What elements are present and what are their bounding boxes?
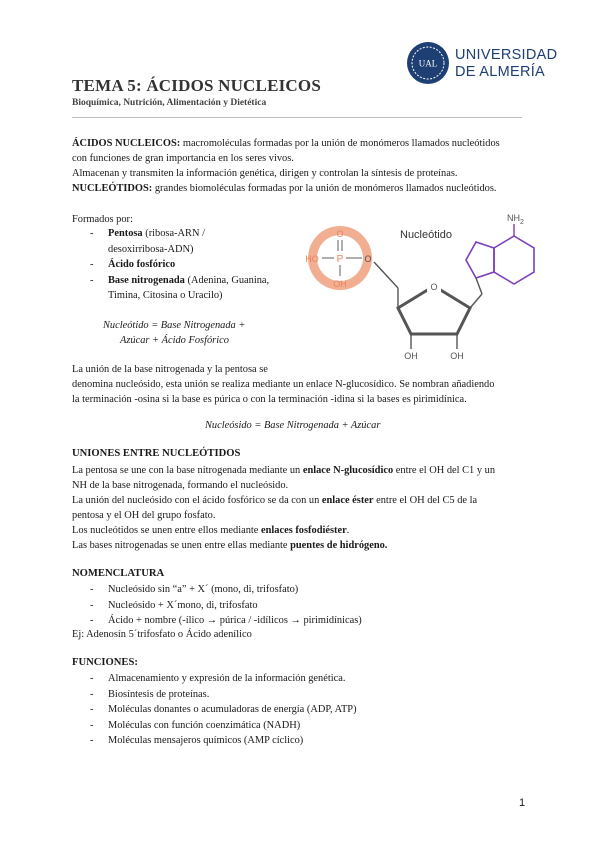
oh-c2-label: OH <box>450 351 464 361</box>
base-text: (Adenina, Guanina, <box>184 274 270 286</box>
nucleotidos-label: NUCLEÓTIDOS: <box>72 183 153 194</box>
logo-line2: DE ALMERÍA <box>455 64 546 80</box>
formados-heading: Formados por: <box>72 214 133 225</box>
ho-label: HO <box>305 254 319 264</box>
oh-c3-label: OH <box>404 351 418 361</box>
acidos-label: ÁCIDOS NUCLEICOS: <box>72 138 181 149</box>
formados-list <box>90 226 300 304</box>
nucleosido-line2: denomina nucleósido, esta unión se realiza mediante un enlace N-glucosídico. Se nombran añadiendo <box>72 379 495 390</box>
list-item: - Moléculas donantes o acumuladoras de energía (ADP, ATP) <box>90 702 357 718</box>
page-number: 1 <box>519 797 526 809</box>
nh2-label: $NH_2$ <box>507 213 524 226</box>
list-item <box>90 226 300 242</box>
oxygen-bridge-label: O <box>364 254 372 264</box>
list-item: - Almacenamiento y expresión de la información genética. <box>90 671 357 687</box>
intro-line4 <box>72 181 497 196</box>
nucleosido-formula: Nucleósido = Base Nitrogenada + Azúcar <box>205 420 381 431</box>
uniones-line3 <box>72 493 477 508</box>
nucleotide-diagram <box>302 204 538 366</box>
pentosa-text: (ribosa-ARN / <box>142 228 205 239</box>
uniones-l3a: La unión del nucleósido con el ácido fosfórico se da con un <box>72 495 322 506</box>
sugar-ring <box>374 262 482 361</box>
list-item <box>90 257 300 273</box>
uniones-l1c: entre el OH del C1 y un <box>393 465 496 476</box>
uniones-l5a: Los nucleótidos se unen entre ellos mediante <box>72 525 261 536</box>
funciones-heading: FUNCIONES: <box>72 657 138 668</box>
nomenclatura-list <box>90 582 362 629</box>
diagram-label: Nucleótido <box>400 229 452 241</box>
nucleotido-formula-line1: Nucleótido = Base Nitrogenada + <box>103 320 246 331</box>
nomenclatura-example: Ej: Adenosín 5´trifosfato o Ácido adenílico <box>72 629 252 640</box>
puentes-term: puentes de hidrógeno. <box>290 540 388 551</box>
page-title: TEMA 5: ÁCIDOS NUCLEICOS <box>72 76 321 95</box>
oh-phosphate-label: OH <box>333 279 347 289</box>
acidos-text: macromoléculas formadas por la unión de monómeros llamados nucleótidos <box>180 138 500 149</box>
page-subtitle: Bioquímica, Nutrición, Alimentación y Dietética <box>72 98 267 108</box>
uniones-l5c: . <box>346 525 350 536</box>
ester-term: enlace éster <box>321 495 374 506</box>
nucleotido-formula-line2: Azúcar + Ácido Fosfórico <box>120 335 229 346</box>
seal-mark: UAL <box>418 58 438 69</box>
list-item-cont <box>90 242 300 258</box>
uniones-l1a: La pentosa se une con la base nitrogenada mediante un <box>72 465 303 476</box>
fosfodiester-term: enlaces fosfodiéster <box>261 525 347 536</box>
intro-line3: Almacenan y transmiten la información genética, dirigen y controlan la síntesis de proteínas. <box>72 168 458 179</box>
nucleotidos-text: grandes biomoléculas formadas por la unión de monómeros llamados nucleótidos. <box>152 183 497 194</box>
pentosa-label: Pentosa <box>108 228 143 239</box>
list-item: - Ácido + nombre (-ílico → púrica / -idílicos → pirimidínicas) <box>90 613 362 629</box>
uniones-line6 <box>72 538 387 553</box>
nomenclatura-heading: NOMENCLATURA <box>72 568 165 579</box>
uniones-line5 <box>72 523 349 538</box>
list-item <box>90 273 300 289</box>
base-adenine <box>466 213 534 294</box>
list-item: - Nucleósido sin “a” + X´ (mono, di, trifosfato) <box>90 582 362 598</box>
uniones-line4: pentosa y el OH del grupo fosfato. <box>72 510 216 521</box>
phosphorus-label: P <box>336 254 344 265</box>
uniones-l3c: entre el OH del C5 de la <box>373 495 478 506</box>
logo-line1: UNIVERSIDAD <box>455 47 558 63</box>
uniones-heading: UNIONES ENTRE NUCLEÓTIDOS <box>72 448 241 459</box>
phosphate-group <box>305 226 372 290</box>
university-logo <box>405 40 558 84</box>
acido-label: Ácido fosfórico <box>108 259 176 270</box>
oxygen-top-label: O <box>336 229 344 239</box>
base-label: Base nitrogenada <box>108 274 185 286</box>
uniones-line1 <box>72 463 495 478</box>
list-item: - Biosíntesis de proteínas. <box>90 687 357 703</box>
header-divider <box>72 117 522 118</box>
ring-oxygen-label: O <box>430 282 438 292</box>
list-item: - Moléculas con función coenzimática (NADH) <box>90 718 357 734</box>
nucleosido-line1: La unión de la base nitrogenada y la pentosa se <box>72 364 268 375</box>
list-item: - Moléculas mensajeros químicos (AMP cíclico) <box>90 733 357 749</box>
uniones-l6a: Las bases nitrogenadas se unen entre ellas mediante <box>72 540 291 551</box>
pentosa-text2: desoxirribosa-ADN) <box>108 243 194 255</box>
nucleosido-line3: la terminación -osina si la base es púrica o con la terminación -idina si la bases es pirimidínica. <box>72 394 467 405</box>
n-glucosidico-term: enlace N-glucosídico <box>302 465 394 476</box>
intro-line1 <box>72 136 500 151</box>
list-item-cont <box>90 288 300 304</box>
funciones-list <box>90 671 357 749</box>
intro-line2: con funciones de gran importancia en los seres vivos. <box>72 153 294 164</box>
seal-icon <box>405 40 451 86</box>
list-item: - Nucleósido + X´mono, di, trifosfato <box>90 598 362 614</box>
base-text2: Timina, Citosina o Uracilo) <box>108 290 223 301</box>
uniones-line2: NH de la base nitrogenada, formando el nucleósido. <box>72 480 289 491</box>
